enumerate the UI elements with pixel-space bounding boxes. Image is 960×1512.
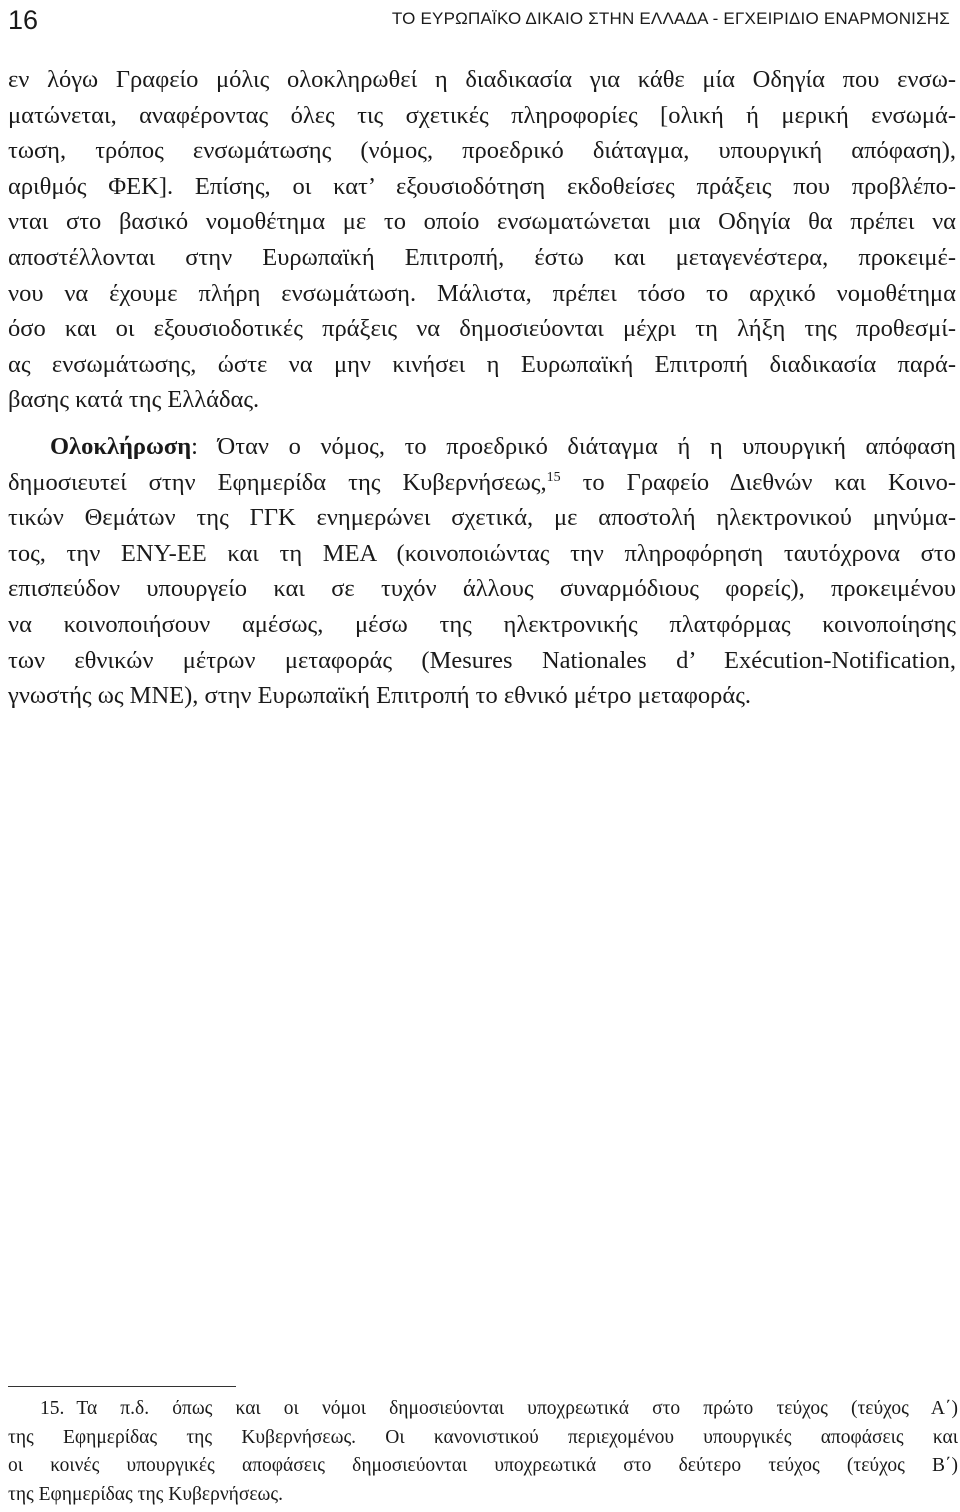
page-number: 16 [8, 5, 39, 35]
text-line: αριθμός ΦΕΚ]. Επίσης, οι κατ’ εξουσιοδότηση εκδοθείσες πράξεις που προβλέπο- [8, 172, 956, 200]
text-line: τικών Θεμάτων της ΓΓΚ ενημερώνει σχετικά, με αποστολή ηλεκτρονικού μηνύμα- [8, 504, 956, 532]
text-line: βασης κατά της Ελλάδας. [8, 386, 260, 414]
text-line: νου να έχουμε πλήρη ενσωμάτωση. Μάλιστα, πρέπει τόσο το αρχικό νομοθέτημα [8, 279, 956, 307]
text-line: τωση, τρόπος ενσωμάτωσης (νόμος, προεδρικό διάταγμα, υπουργική απόφαση), [8, 137, 956, 165]
text-line: επισπεύδον υπουργείο και σε τυχόν άλλους συναρμόδιους φορείς), προκειμένου [8, 575, 956, 603]
text-span: : Όταν ο νόμος, το προεδρικό διάταγμα ή η υπουργική απόφαση [191, 432, 956, 460]
body-text [8, 62, 956, 714]
paragraph-gap [8, 418, 956, 429]
text-span: δημοσιευτεί στην Εφημερίδα της Κυβερνήσεως, [8, 468, 547, 496]
text-line: αποστέλλονται στην Ευρωπαϊκή Επιτροπή, έστω και μεταγενέστερα, προκειμέ- [8, 243, 956, 271]
footnote-line [8, 1395, 958, 1424]
text-line: ας ενσωμάτωσης, ώστε να μην κινήσει η Ευρωπαϊκή Επιτροπή διαδικασία παρά- [8, 350, 956, 378]
text-line: όσο και οι εξουσιοδοτικές πράξεις να δημοσιεύονται μέχρι τη λήξη της προθεσμί- [8, 315, 956, 343]
text-line: νται στο βασικό νομοθέτημα με το οποίο ενσωματώνεται μια Οδηγία θα πρέπει να [8, 208, 956, 236]
text-line: εν λόγω Γραφείο μόλις ολοκληρωθεί η διαδικασία για κάθε μία Οδηγία που ενσω- [8, 66, 956, 93]
text-line: τος, την ΕΝΥ-ΕΕ και τη ΜΕΑ (κοινοποιώντας την πληροφόρηση ταυτόχρονα στο [8, 539, 956, 567]
footnote-reference[interactable]: 15 [546, 469, 561, 485]
text-line: των εθνικών μέτρων μεταφοράς (Mesures Nationales d’ Exécution-Notification, [8, 646, 956, 674]
running-title: ΤΟ ΕΥΡΩΠΑΪΚΟ ΔΙΚΑΙΟ ΣΤΗΝ ΕΛΛΑΔΑ - ΕΓΧΕΙΡΙΔΙΟ ΕΝΑΡΜΟΝΙΣΗΣ [391, 9, 950, 28]
bold-term: Ολοκλήρωση [50, 432, 192, 460]
text-span: Τα π.δ. όπως και οι νόμοι δημοσιεύονται υποχρεωτικά στο πρώτο τεύχος (τεύχος Α΄) [76, 1398, 958, 1419]
paragraph-1 [8, 62, 956, 418]
footnote-divider [8, 1386, 236, 1387]
page-header [8, 0, 950, 40]
text-line [8, 465, 956, 501]
paragraph-2 [8, 429, 956, 714]
text-line: γνωστής ως MNE), στην Ευρωπαϊκή Επιτροπή το εθνικό μέτρο μεταφοράς. [8, 682, 752, 710]
footnote-line: της Εφημερίδας της Κυβερνήσεως. Οι κανονιστικού περιεχομένου υπουργικές αποφάσεις και [8, 1426, 958, 1448]
text-line: ματώνεται, αναφέροντας όλες τις σχετικές πληροφορίες [ολική ή μερική ενσωμά- [8, 101, 956, 129]
text-line: να κοινοποιήσουν αμέσως, μέσω της ηλεκτρονικής πλατφόρμας κοινοποίησης [8, 610, 956, 638]
footnote-line: οι κοινές υπουργικές αποφάσεις δημοσιεύονται υποχρεωτικά στο δεύτερο τεύχος (τεύχος Β΄) [8, 1455, 958, 1477]
text-span: το Γραφείο Διεθνών και Κοινο- [560, 468, 956, 496]
footnote-line: της Εφημερίδας της Κυβερνήσεως. [8, 1484, 283, 1506]
text-line [8, 429, 956, 465]
footnote-15 [8, 1395, 958, 1510]
footnote-number: 15. [40, 1398, 65, 1419]
